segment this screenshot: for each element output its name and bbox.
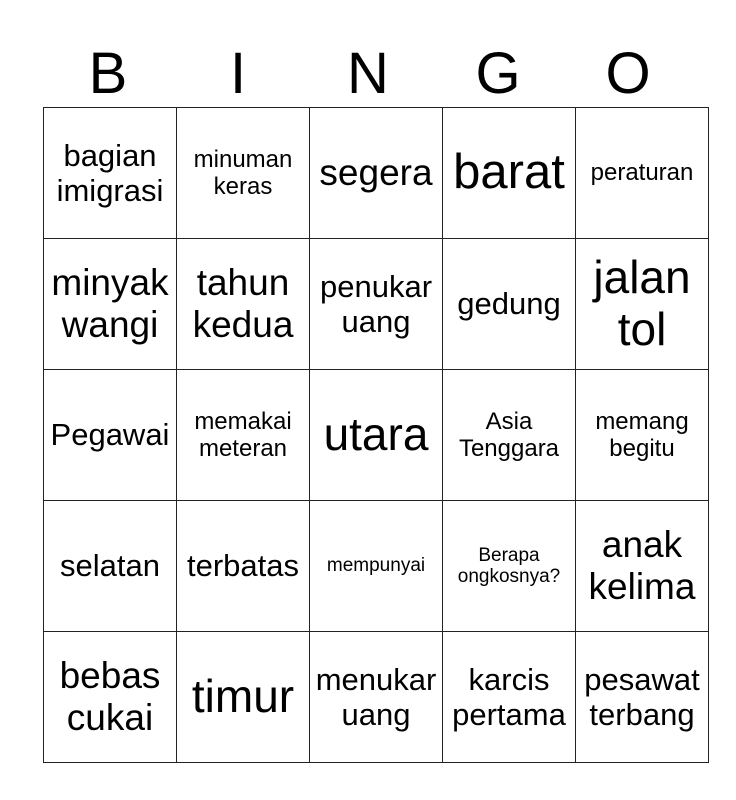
bingo-cell[interactable] bbox=[443, 239, 576, 370]
grid-row-2 bbox=[44, 239, 709, 370]
bingo-cell[interactable] bbox=[576, 370, 709, 501]
grid-row-3 bbox=[44, 370, 709, 501]
cell-text: bebas cukai bbox=[59, 655, 161, 738]
cell-text: Pegawai bbox=[50, 417, 170, 453]
bingo-cell[interactable] bbox=[44, 239, 177, 370]
cell-text: peraturan bbox=[590, 159, 694, 187]
bingo-cell[interactable] bbox=[44, 370, 177, 501]
bingo-cell[interactable] bbox=[310, 632, 443, 763]
header-letter-o: O bbox=[605, 41, 651, 106]
header-letter-n: N bbox=[347, 41, 389, 106]
cell-text: tahun kedua bbox=[192, 262, 294, 345]
bingo-cell[interactable] bbox=[443, 370, 576, 501]
bingo-cell[interactable] bbox=[443, 501, 576, 632]
bingo-cell[interactable] bbox=[44, 108, 177, 239]
bingo-cell[interactable] bbox=[177, 108, 310, 239]
cell-text: utara bbox=[323, 408, 429, 461]
bingo-cell[interactable] bbox=[310, 108, 443, 239]
bingo-cell[interactable] bbox=[576, 239, 709, 370]
cell-text: timur bbox=[191, 670, 295, 723]
bingo-cell[interactable] bbox=[310, 501, 443, 632]
bingo-cell[interactable] bbox=[310, 239, 443, 370]
header-letter-b: B bbox=[88, 41, 128, 106]
bingo-cell[interactable] bbox=[44, 501, 177, 632]
header-letter-g: G bbox=[475, 41, 521, 106]
cell-text: gedung bbox=[457, 286, 561, 322]
cell-text: barat bbox=[453, 145, 565, 200]
cell-text: penukar uang bbox=[319, 268, 433, 339]
bingo-grid bbox=[43, 107, 709, 763]
cell-text: bagian imigrasi bbox=[56, 137, 164, 208]
bingo-cell[interactable] bbox=[177, 370, 310, 501]
bingo-cell[interactable] bbox=[310, 370, 443, 501]
bingo-cell[interactable] bbox=[177, 239, 310, 370]
cell-text: terbatas bbox=[186, 548, 299, 584]
cell-text: minuman keras bbox=[193, 145, 293, 200]
cell-text: menukar uang bbox=[315, 661, 437, 732]
cell-text: jalan tol bbox=[593, 251, 691, 355]
cell-text: memakai meteran bbox=[194, 407, 292, 462]
cell-text: Berapa ongkosnya? bbox=[457, 544, 561, 587]
bingo-cell[interactable] bbox=[44, 632, 177, 763]
bingo-cell[interactable] bbox=[576, 501, 709, 632]
bingo-header bbox=[43, 40, 693, 108]
cell-text: karcis pertama bbox=[452, 661, 566, 732]
cell-text: selatan bbox=[60, 548, 160, 584]
cell-text: minyak wangi bbox=[51, 262, 169, 345]
grid-row-4 bbox=[44, 501, 709, 632]
cell-text: mempunyai bbox=[326, 555, 426, 577]
grid-row-5 bbox=[44, 632, 709, 763]
grid-row-1 bbox=[44, 108, 709, 239]
cell-text: segera bbox=[319, 152, 433, 194]
bingo-cell[interactable] bbox=[576, 108, 709, 239]
bingo-cell[interactable] bbox=[177, 632, 310, 763]
cell-text: anak kelima bbox=[588, 524, 696, 607]
cell-text: pesawat terbang bbox=[584, 661, 700, 732]
bingo-cell[interactable] bbox=[177, 501, 310, 632]
header-letter-i: I bbox=[229, 41, 247, 106]
cell-text: memang begitu bbox=[595, 407, 689, 462]
bingo-cell[interactable] bbox=[443, 108, 576, 239]
cell-text: Asia Tenggara bbox=[458, 407, 560, 462]
bingo-cell[interactable] bbox=[443, 632, 576, 763]
bingo-cell[interactable] bbox=[576, 632, 709, 763]
